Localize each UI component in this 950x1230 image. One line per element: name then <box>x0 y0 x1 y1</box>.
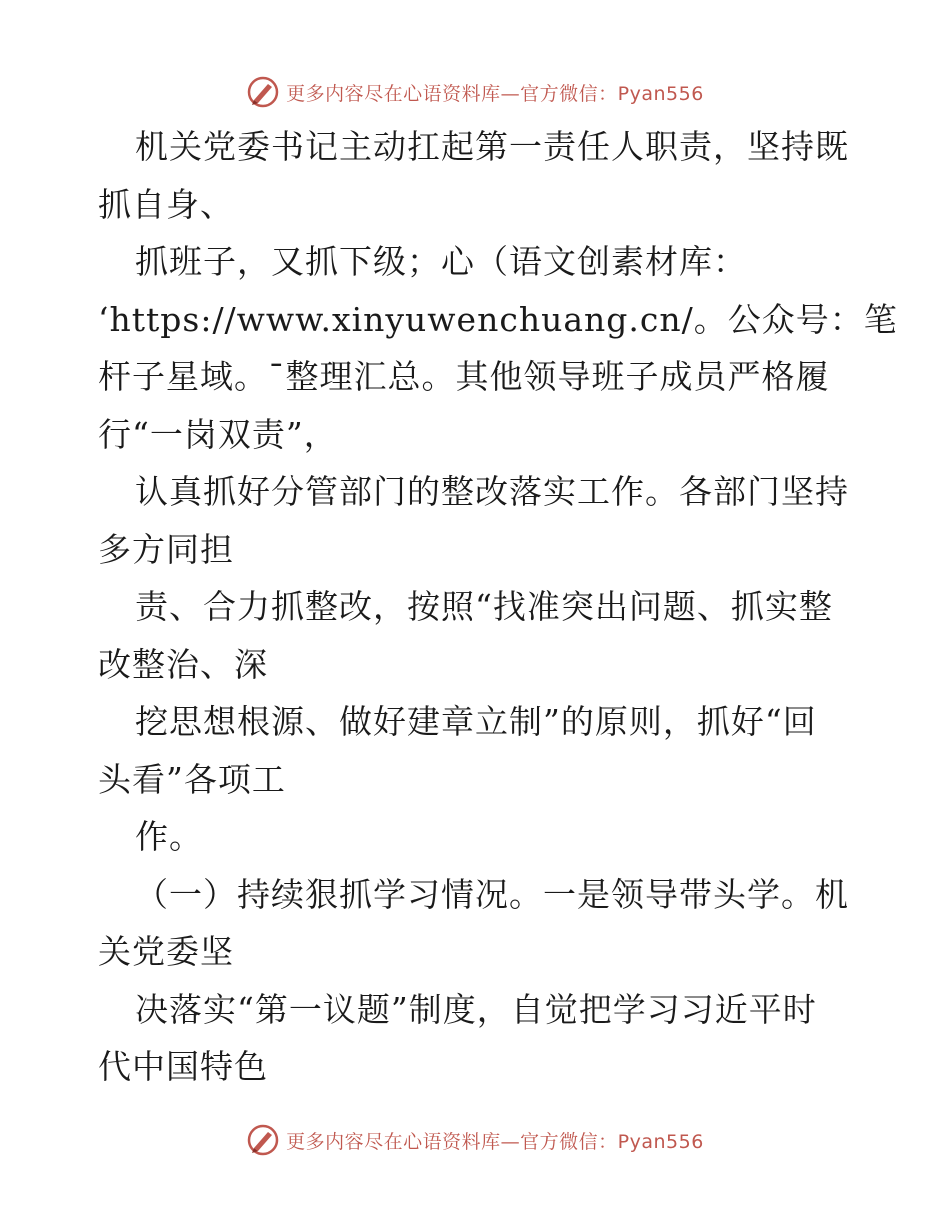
header-banner-text: 更多内容尽在心语资料库—官方微信：Pyan556 <box>286 82 704 105</box>
text-line: 机关党委书记主动扛起第一责任人职责，坚持既 <box>135 127 849 166</box>
text-line: 抓班子，又抓下级；心（语文创素材库： <box>135 242 747 281</box>
footer-banner-account: Pyan556 <box>617 1130 704 1153</box>
pen-logo-icon <box>246 75 280 109</box>
header-banner-account: Pyan556 <box>617 82 704 105</box>
text-line: 多方同担 <box>98 529 234 569</box>
text-line: 关党委坚 <box>98 932 234 971</box>
document-body <box>98 118 898 1096</box>
text-line: 作。 <box>135 817 203 856</box>
text-line: 改整治、深 <box>98 644 268 684</box>
text-line: （一）持续狠抓学习情况。一是领导带头学。机 <box>135 874 849 914</box>
text-line: 抓自身、 <box>98 184 234 224</box>
text-line: ‘https://www.xinyuwenchuang.cn/。公众号：笔 <box>98 299 898 339</box>
header-banner <box>0 72 950 112</box>
text-line: 认真抓好分管部门的整改落实工作。各部门坚持 <box>135 472 849 511</box>
text-line: 责、合力抓整改，按照“找准突出问题、抓实整 <box>135 587 833 626</box>
pen-logo-icon <box>246 1123 280 1157</box>
text-line: 头看”各项工 <box>98 759 286 799</box>
footer-banner <box>0 1120 950 1160</box>
text-line: 代中国特色 <box>98 1047 268 1086</box>
text-line: 杆子星域。¯整理汇总。其他领导班子成员严格履 <box>98 357 830 396</box>
text-line: 行“一岗双责”， <box>98 414 338 454</box>
text-line: 挖思想根源、做好建章立制”的原则，抓好“回 <box>135 702 817 741</box>
footer-banner-text: 更多内容尽在心语资料库—官方微信：Pyan556 <box>286 1130 704 1153</box>
text-line: 决落实“第一议题”制度，自觉把学习习近平时 <box>135 989 817 1029</box>
